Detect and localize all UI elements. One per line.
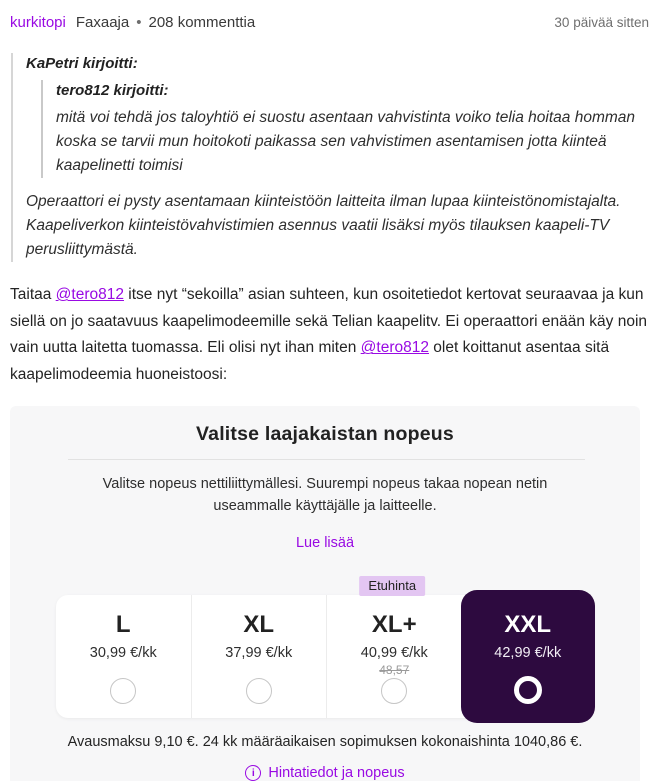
plans-container [56,577,594,718]
widget-description: Valitse nopeus nettiliittymällesi. Suurempi nopeus takaa nopean netin useammalle käyttäjälle ja laitteelle. [102,475,548,515]
author-link[interactable]: kurkitopi [10,14,66,31]
body-text-part3: olet koittanut asentaa sitä kaapelimodeemia huoneistoosi: [10,339,610,384]
inner-quote-text: mitä voi tehdä jos taloyhtiö ei suostu asentaan vahvistinta voiko telia hoitaa homman koska se tarvii mun hoitokoti paikassa sen vahvistimen asentamisen jotta kiinteä kaapelinetti toimisi [56,109,636,175]
plan-name: XL+ [371,610,417,638]
plan-price: 30,99 €/kk [89,645,157,662]
price-info-link[interactable] [10,765,640,781]
plan-radio-xxl[interactable] [514,676,542,704]
broadband-speed-widget [10,406,640,781]
author-role: Faxaaja [75,14,130,31]
plan-card-xl[interactable] [191,595,327,718]
post-header [10,14,649,31]
body-text-part2: itse nyt “sekoilla” asian suhteen, kun osoitetiedot kertovat seuraavaa ja kun siellä on jo saatavuus kaapelimodeemille sekä Telian kaapelitv. Ei operaattori enään käy noin vain uutta laitetta tuomassa. Eli olisi nyt ihan miten [10,286,648,357]
pricing-footer-text: Avausmaksu 9,10 €. 24 kk määräaikaisen sopimuksen kokonaishinta 1040,86 €. [67,733,583,750]
widget-title: Valitse laajakaistan nopeus [196,422,454,445]
dot-separator: • [136,14,142,31]
read-more-link[interactable]: Lue lisää [295,534,355,551]
plan-radio-l[interactable] [110,678,136,704]
plan-radio-xl[interactable] [246,678,272,704]
plan-radio-xl-plus[interactable] [381,678,407,704]
plan-cards-group [56,595,594,718]
outer-quote-author: KaPetri kirjoitti: [26,55,138,72]
inner-quote [41,80,649,179]
post-body [10,282,649,389]
body-text-part1: Taitaa [10,286,56,304]
price-info-link-label: Hintatiedot ja nopeus [268,764,405,781]
mention-link-tero812[interactable]: @tero812 [55,286,124,304]
plan-name: L [115,610,131,638]
plan-card-xxl[interactable] [461,590,596,723]
plan-card-l[interactable] [56,595,191,718]
info-icon: i [245,765,261,781]
plan-price: 42,99 €/kk [494,645,562,662]
outer-quote-text: Operaattori ei pysty asentamaan kiinteistöön laitteita ilman lupaa kiinteistönomistajalta. Kaapeliverkon kiinteistövahvistimien asennus vaatii lisäksi myös tilauksen kaapeli-TV perusliittymästä. [26,193,621,259]
promo-badge: Etuhinta [359,576,425,596]
plan-card-xl-plus[interactable] [326,595,462,718]
plan-price: 40,99 €/kk [360,645,428,662]
outer-quote [11,53,649,262]
widget-divider [68,459,585,460]
comment-count: 208 kommenttia [148,14,256,31]
mention-link-tero812-2[interactable]: @tero812 [360,339,429,357]
plan-name: XL [243,610,275,638]
plan-price: 37,99 €/kk [225,645,293,662]
inner-quote-author: tero812 kirjoitti: [56,81,169,99]
post-timestamp: 30 päivää sitten [554,15,649,30]
plan-old-price: 48,57 [379,663,410,678]
plan-name: XXL [504,610,552,638]
